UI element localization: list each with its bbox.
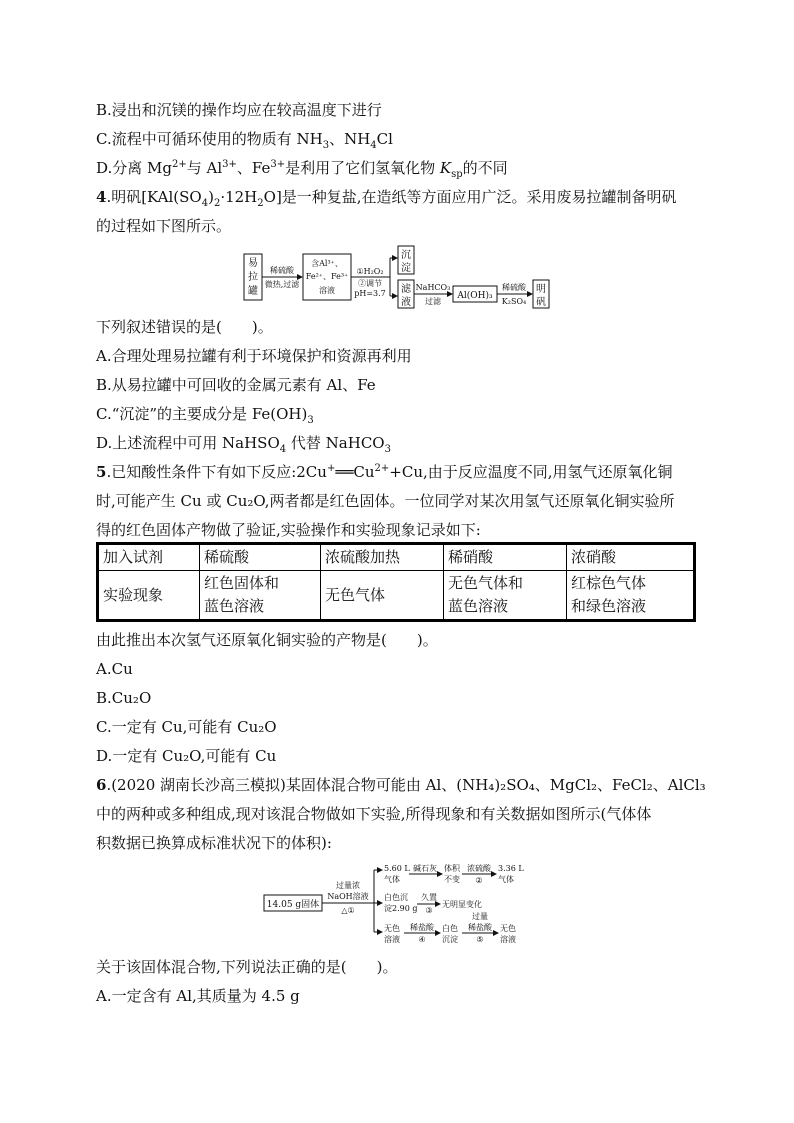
q5-experiment-table [96, 542, 696, 622]
q4-box4-2: 液 [401, 297, 411, 308]
q6-end-b: 溶液 [500, 935, 516, 944]
q4-box6-2: 矾 [536, 297, 546, 308]
q6-ppt-b: 淀2.90 g [384, 904, 418, 913]
q6-gas1-b: 气体 [384, 875, 400, 884]
q4-arrow2-mid: ②调节 [358, 279, 382, 288]
q6-wp-b: 沉淀 [442, 935, 458, 944]
table-cell: 加入试剂 [98, 544, 200, 571]
q4-flow-diagram [240, 244, 560, 310]
q6-gas2-b: 气体 [498, 875, 514, 884]
q5-stem-line2: 时,可能产生 Cu 或 Cu₂O,两者都是红色固体。一位同学对某次用氢气还原氧化铜实验所 [96, 492, 675, 510]
q6-arrow-top2: NaOH溶液 [327, 892, 369, 901]
table-cell: 实验现象 [98, 571, 200, 621]
cell-line: 和绿色溶液 [571, 597, 647, 615]
q6-a3-bot: ② [475, 876, 483, 885]
q4-box-can-2: 拉 [248, 272, 258, 283]
q5-stem-line1: 5.已知酸性条件下有如下反应$:2Cu^+══Cu^{2+}+Cu$,由于反应温度不同,用氢气还原氧化铜 [96, 463, 673, 481]
q3-option-b: B.浸出和沉镁的操作均应在较高温度下进行 [96, 101, 382, 119]
q4-arrow2-top: ①H₂O₂ [356, 267, 384, 276]
q4-box-can-3: 罐 [248, 286, 258, 297]
q5-option-d: D.一定有 Cu₂O,可能有 Cu [96, 747, 277, 765]
q6-stem-line1: 6.(2020 湖南长沙高三模拟)某固体混合物可能由 Al、(NH₄)₂SO₄、MgCl₂、FeCl₂、AlCl₃ [96, 776, 706, 794]
q6-stem-line2: 中的两种或多种组成,现对该混合物做如下实验,所得现象和有关数据如图所示(气体体 [96, 805, 652, 823]
table-cell [444, 571, 567, 621]
q6-gas1-a: 5.60 L [384, 864, 410, 873]
q4-option-c: C.“沉淀”的主要成分是 $Fe(OH)_3$ [96, 405, 314, 426]
q4-box2-l3: 溶液 [319, 286, 335, 295]
cell-line: 红色固体和 [204, 574, 280, 592]
q6-question: 关于该固体混合物,下列说法正确的是( )。 [96, 958, 398, 976]
q4-box5: Al(OH)₃ [457, 291, 493, 301]
q4-option-a: A.合理处理易拉罐有利于环境保护和资源再利用 [96, 347, 412, 365]
q4-question: 下列叙述错误的是( )。 [96, 318, 273, 336]
cell-line: 红棕色气体 [571, 574, 647, 592]
table-cell: 无色气体 [321, 571, 444, 621]
q6-ppt-a: 白色沉 [384, 893, 408, 902]
table-cell [567, 571, 695, 621]
q6-a6-top2: 稀盐酸 [468, 923, 492, 932]
table-cell: 浓硝酸 [567, 544, 695, 571]
table-cell: 稀硝酸 [444, 544, 567, 571]
table-cell: 稀硫酸 [200, 544, 321, 571]
q6-end-a: 无色 [500, 924, 516, 933]
q4-option-b: B.从易拉罐中可回收的金属元素有 Al、Fe [96, 376, 376, 394]
q3-option-c: C.流程中可循环使用的物质有 $NH_3$、$NH_4Cl$ [96, 130, 393, 151]
q4-box2-l2: Fe²⁺、Fe³⁺ [305, 272, 349, 281]
q5-option-c: C.一定有 Cu,可能有 Cu₂O [96, 718, 277, 736]
q4-arrow4-top: 稀硫酸 [502, 283, 526, 292]
q6-stem-line3: 积数据已换算成标准状况下的体积): [96, 834, 332, 852]
q5-question: 由此推出本次氢气还原氧化铜实验的产物是( )。 [96, 631, 438, 649]
q4-box3-1: 沉 [401, 250, 411, 261]
q5-stem-line3: 得的红色固体产物做了验证,实验操作和实验现象记录如下: [96, 521, 481, 539]
q6-a2-top: 碱石灰 [413, 864, 437, 873]
q6-option-a: A.一定含有 Al,其质量为 4.5 g [96, 987, 300, 1005]
q4-arrow1-top: 稀硫酸 [270, 266, 294, 275]
q6-a6-top1: 过量 [472, 912, 488, 921]
q6-a4-top: 久置 [421, 893, 437, 902]
cell-line: 蓝色溶液 [448, 597, 509, 615]
cell-line: 无色气体和 [448, 574, 524, 592]
q6-vol-a: 体积 [444, 864, 460, 873]
q4-arrow3-bot: 过滤 [425, 297, 441, 306]
q4-stem-line1: 4.明矾$[KAl(SO_4)_2\cdot 12H_2O]$是一种复盐,在造纸等方面应用广泛。采用废易拉罐制备明矾 [96, 188, 677, 209]
q4-box-can-1: 易 [248, 258, 258, 269]
q4-arrow4-bot: K₂SO₄ [501, 297, 527, 306]
q4-option-d: D.上述流程中可用 NaHSO$_4$ 代替 NaHCO$_3$ [96, 434, 391, 455]
q6-gas2-a: 3.36 L [498, 864, 524, 873]
q6-a5-bot: ④ [418, 935, 426, 944]
q6-vol-b: 不变 [444, 875, 460, 884]
q6-sol-a: 无色 [384, 924, 400, 933]
table-row [98, 544, 695, 571]
q6-a4-bot: ③ [425, 906, 433, 915]
q6-sol-b: 溶液 [384, 935, 400, 944]
q4-arrow2-bot: pH=3.7 [354, 289, 386, 298]
q6-wp-a: 白色 [442, 924, 458, 933]
q6-a6-bot: ⑤ [476, 935, 484, 944]
q4-box6-1: 明 [536, 284, 546, 295]
q6-arrow-top1: 过量浓 [336, 881, 360, 890]
q6-a5-top: 稀盐酸 [410, 923, 434, 932]
q4-arrow1-bot: 微热,过滤 [264, 280, 300, 289]
q4-box3-2: 淀 [401, 263, 411, 274]
q6-a3-top: 浓硫酸 [467, 864, 491, 873]
table-cell [200, 571, 321, 621]
q6-start: 14.05 g固体 [266, 900, 320, 910]
q4-box2-l1: 含Al³⁺、 [311, 259, 343, 268]
q6-nochange: 无明显变化 [442, 900, 482, 909]
q6-arrow-bot: △① [341, 906, 355, 915]
q3-option-d: D.分离 $Mg^{2+}$与 $Al^{3+}$、$Fe^{3+}$是利用了它们氢氧化物 $K_{sp}$的不同 [96, 159, 508, 180]
table-row [98, 571, 695, 621]
q4-arrow3-top: NaHCO₃ [415, 283, 451, 292]
table-cell: 浓硫酸加热 [321, 544, 444, 571]
q6-flow-diagram [262, 860, 534, 946]
q5-option-a: A.Cu [96, 660, 133, 678]
q4-stem-line2: 的过程如下图所示。 [96, 217, 232, 235]
q5-option-b: B.Cu₂O [96, 689, 152, 707]
q4-box4-1: 滤 [401, 284, 411, 295]
cell-line: 蓝色溶液 [204, 597, 265, 615]
